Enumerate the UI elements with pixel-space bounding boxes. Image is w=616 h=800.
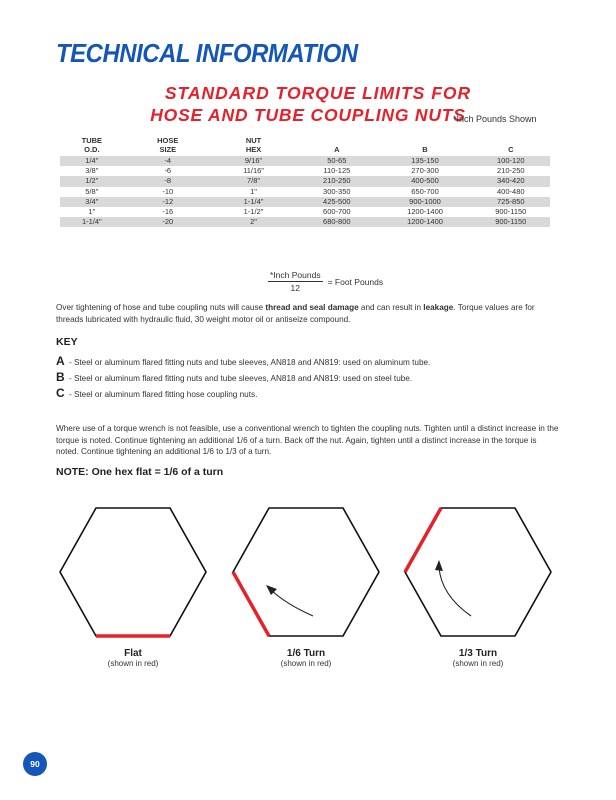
key-item-b: B - Steel or aluminum flared fitting nuts and tube sleeves, AN818 and AN819: used on steel tube.: [56, 370, 413, 384]
table-cell: 1200-1400: [378, 217, 471, 227]
table-cell: 1/2": [60, 176, 124, 186]
inch-pounds-note: *Inch Pounds Shown: [453, 114, 537, 124]
key-heading: KEY: [56, 336, 78, 348]
table-cell: -4: [124, 156, 212, 166]
hex-diagram-flat: [58, 505, 208, 640]
table-header-row: [60, 137, 550, 156]
table-cell: 400-500: [378, 176, 471, 186]
table-cell: 1": [88, 207, 96, 217]
table-cell: -16: [162, 207, 174, 217]
table-cell: 210-250: [295, 176, 378, 186]
table-cell: 900-1000: [378, 197, 471, 207]
table-row: [60, 197, 550, 207]
table-cell: 340-420: [472, 176, 550, 186]
overtightening-warning: Over tightening of hose and tube coupling nuts will cause thread and seal damage and can result in leakage. Torque values are for threads lubricated with hydraulic fluid, 30 weight motor oil or antiseize compound.: [56, 303, 535, 324]
table-cell: 400-480: [497, 186, 525, 196]
table-cell: 50-65: [295, 156, 378, 166]
table-cell: -12: [124, 197, 212, 207]
table-cell: 1": [250, 186, 257, 196]
torque-title-line1: STANDARD TORQUE LIMITS FOR: [164, 83, 472, 103]
table-cell: 3/8": [85, 166, 99, 176]
torque-table: [60, 137, 550, 227]
col-header-tube-od: TUBE O.D.: [81, 136, 103, 154]
table-cell: 270-300: [411, 166, 439, 176]
table-cell: 110-125: [323, 166, 351, 176]
table-cell: 5/8": [85, 186, 99, 196]
col-header-b: B: [422, 144, 428, 154]
table-row: [60, 187, 550, 197]
table-cell: 9/16": [212, 156, 295, 166]
caption-flat: Flat (shown in red): [107, 648, 159, 668]
formula-denominator: 12: [290, 283, 301, 293]
table-cell: 900-1150: [495, 207, 527, 217]
table-row: [60, 207, 550, 217]
table-cell: 300-350: [323, 186, 351, 196]
table-cell: -20: [124, 217, 212, 227]
table-cell: 210-250: [497, 166, 525, 176]
table-row: [60, 217, 550, 227]
formula-fraction: [268, 270, 323, 293]
key-item-c: C - Steel or aluminum flared fitting hose coupling nuts.: [56, 386, 258, 400]
table-cell: 600-700: [323, 207, 351, 217]
caption-third-turn: 1/3 Turn (shown in red): [452, 648, 504, 668]
table-row: [60, 176, 550, 186]
table-cell: 1-1/2": [243, 207, 264, 217]
table-cell: 1-1/4": [60, 217, 124, 227]
table-cell: 900-1150: [472, 217, 550, 227]
table-cell: 1200-1400: [407, 207, 443, 217]
table-cell: 680-800: [295, 217, 378, 227]
hex-diagram-third-turn: [403, 505, 553, 640]
table-cell: 7/8": [212, 176, 295, 186]
key-item-a: A - Steel or aluminum flared fitting nuts and tube sleeves, AN818 and AN819: used on aluminum tube.: [56, 354, 431, 368]
table-cell: 100-120: [472, 156, 550, 166]
table-cell: -6: [164, 166, 172, 176]
table-cell: -8: [124, 176, 212, 186]
formula-result: = Foot Pounds: [327, 276, 384, 287]
table-cell: 3/4": [60, 197, 124, 207]
table-cell: -10: [162, 186, 174, 196]
wrench-instructions: Where use of a torque wrench is not feasible, use a conventional wrench to tighten the coupling nuts. Tighten until a distinct increase in the torque is noted. Continue tightening an additional 1/6 of a turn. Back off the nut. Again, tighten until a distinct increase in the torque is noted. Continue tightening an additional 1/6 to 1/3 of a turn.: [56, 424, 559, 456]
col-header-c: C: [508, 144, 514, 154]
warning-bold-thread-damage: thread and seal damage: [265, 303, 359, 312]
col-header-hose-size: HOSE SIZE: [157, 136, 179, 154]
page-number: 90: [23, 752, 47, 776]
foot-pounds-formula: [268, 270, 383, 293]
table-cell: 725-850: [472, 197, 550, 207]
table-row: [60, 166, 550, 176]
hex-diagram-sixth-turn: [231, 505, 381, 640]
torque-title-line2: HOSE AND TUBE COUPLING NUTS: [150, 105, 466, 125]
table-cell: 135-150: [378, 156, 471, 166]
hex-flat-note: NOTE: One hex flat = 1/6 of a turn: [56, 466, 224, 478]
table-cell: 2": [212, 217, 295, 227]
col-header-nut-hex: NUT HEX: [245, 136, 262, 154]
caption-sixth-turn: 1/6 Turn (shown in red): [280, 648, 332, 668]
page-title: TECHNICAL INFORMATION: [56, 38, 358, 68]
table-cell: 650-700: [411, 186, 439, 196]
table-cell: 1/4": [60, 156, 124, 166]
col-header-a: A: [334, 144, 340, 154]
table-cell: 1-1/4": [212, 197, 295, 207]
table-cell: 425-500: [295, 197, 378, 207]
warning-bold-leakage: leakage: [423, 303, 454, 312]
formula-numerator: *Inch Pounds: [270, 270, 321, 280]
table-cell: 11/16": [243, 166, 264, 176]
table-row: [60, 156, 550, 166]
